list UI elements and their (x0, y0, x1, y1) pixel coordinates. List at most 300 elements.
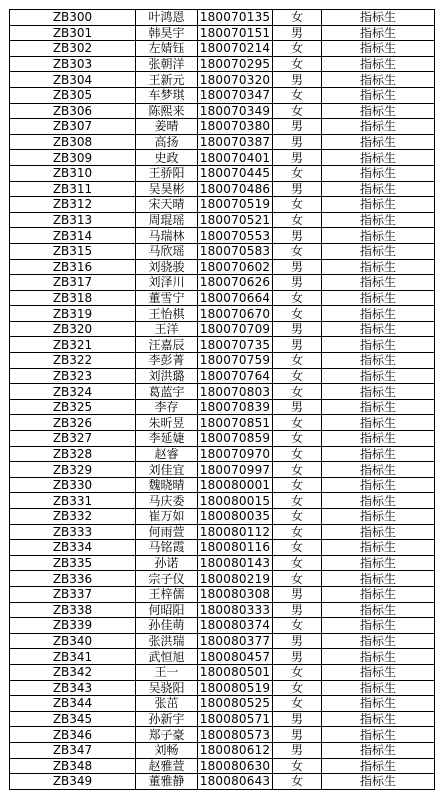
cell-name: 赵睿 (136, 446, 198, 462)
cell-name: 李彭菁 (136, 353, 198, 369)
table-row (10, 337, 435, 353)
cell-id: ZB313 (10, 212, 136, 228)
cell-id: ZB335 (10, 555, 136, 571)
cell-sex: 女 (273, 368, 322, 384)
cell-sex: 男 (273, 134, 322, 150)
cell-name: 王一 (136, 664, 198, 680)
cell-id: ZB349 (10, 774, 136, 790)
cell-number: 180080573 (198, 727, 273, 743)
cell-type: 指标生 (322, 25, 435, 41)
cell-number: 180080143 (198, 555, 273, 571)
cell-sex: 男 (273, 321, 322, 337)
cell-name: 马瑞林 (136, 228, 198, 244)
cell-name: 武恒旭 (136, 649, 198, 665)
table-row (10, 275, 435, 291)
table-row (10, 633, 435, 649)
cell-name: 刘骁骏 (136, 259, 198, 275)
cell-type: 指标生 (322, 399, 435, 415)
cell-type: 指标生 (322, 197, 435, 213)
cell-sex: 男 (273, 586, 322, 602)
cell-type: 指标生 (322, 680, 435, 696)
table-row (10, 165, 435, 181)
cell-name: 宗子仪 (136, 571, 198, 587)
cell-type: 指标生 (322, 477, 435, 493)
cell-id: ZB334 (10, 540, 136, 556)
table-row (10, 87, 435, 103)
cell-type: 指标生 (322, 165, 435, 181)
table-row (10, 555, 435, 571)
cell-type: 指标生 (322, 633, 435, 649)
cell-type: 指标生 (322, 41, 435, 57)
cell-sex: 女 (273, 680, 322, 696)
cell-type: 指标生 (322, 664, 435, 680)
cell-sex: 女 (273, 384, 322, 400)
cell-number: 180070859 (198, 431, 273, 447)
cell-id: ZB318 (10, 290, 136, 306)
cell-type: 指标生 (322, 181, 435, 197)
cell-id: ZB309 (10, 150, 136, 166)
cell-sex: 女 (273, 56, 322, 72)
cell-name: 吴骁阳 (136, 680, 198, 696)
cell-name: 何昭阳 (136, 602, 198, 618)
table-body (10, 10, 435, 790)
student-list-table (9, 9, 435, 790)
table-row (10, 134, 435, 150)
table-row (10, 462, 435, 478)
table-row (10, 524, 435, 540)
cell-id: ZB310 (10, 165, 136, 181)
cell-number: 180070664 (198, 290, 273, 306)
cell-name: 董雪宁 (136, 290, 198, 306)
cell-name: 汪嘉辰 (136, 337, 198, 353)
cell-number: 180080571 (198, 711, 273, 727)
cell-id: ZB311 (10, 181, 136, 197)
cell-id: ZB348 (10, 758, 136, 774)
cell-sex: 男 (273, 649, 322, 665)
cell-name: 郑子豪 (136, 727, 198, 743)
cell-type: 指标生 (322, 259, 435, 275)
cell-sex: 女 (273, 243, 322, 259)
cell-id: ZB320 (10, 321, 136, 337)
cell-number: 180080308 (198, 586, 273, 602)
cell-number: 180070626 (198, 275, 273, 291)
cell-name: 李延婕 (136, 431, 198, 447)
cell-type: 指标生 (322, 431, 435, 447)
table-row (10, 259, 435, 275)
cell-sex: 女 (273, 571, 322, 587)
table-row (10, 649, 435, 665)
table-row (10, 41, 435, 57)
cell-sex: 女 (273, 540, 322, 556)
cell-id: ZB319 (10, 306, 136, 322)
cell-type: 指标生 (322, 524, 435, 540)
cell-id: ZB305 (10, 87, 136, 103)
table-row (10, 399, 435, 415)
cell-type: 指标生 (322, 228, 435, 244)
cell-number: 180080457 (198, 649, 273, 665)
cell-name: 吴昊彬 (136, 181, 198, 197)
cell-name: 魏晓晴 (136, 477, 198, 493)
cell-number: 180070851 (198, 415, 273, 431)
cell-name: 王新元 (136, 72, 198, 88)
table-row (10, 711, 435, 727)
cell-name: 张洪瑞 (136, 633, 198, 649)
cell-type: 指标生 (322, 290, 435, 306)
cell-name: 董雅静 (136, 774, 198, 790)
cell-sex: 女 (273, 774, 322, 790)
cell-name: 王梓儒 (136, 586, 198, 602)
cell-type: 指标生 (322, 493, 435, 509)
cell-name: 孙诺 (136, 555, 198, 571)
cell-number: 180080377 (198, 633, 273, 649)
cell-number: 180080333 (198, 602, 273, 618)
cell-type: 指标生 (322, 415, 435, 431)
cell-sex: 女 (273, 212, 322, 228)
cell-name: 史政 (136, 150, 198, 166)
cell-id: ZB329 (10, 462, 136, 478)
cell-sex: 女 (273, 618, 322, 634)
cell-type: 指标生 (322, 727, 435, 743)
cell-id: ZB306 (10, 103, 136, 119)
cell-number: 180080035 (198, 509, 273, 525)
cell-sex: 女 (273, 462, 322, 478)
table-row (10, 586, 435, 602)
cell-sex: 男 (273, 602, 322, 618)
cell-number: 180080374 (198, 618, 273, 634)
cell-number: 180070764 (198, 368, 273, 384)
cell-number: 180080219 (198, 571, 273, 587)
table-row (10, 181, 435, 197)
cell-number: 180070135 (198, 10, 273, 26)
cell-sex: 女 (273, 555, 322, 571)
cell-sex: 女 (273, 477, 322, 493)
cell-number: 180070347 (198, 87, 273, 103)
cell-sex: 女 (273, 509, 322, 525)
cell-id: ZB328 (10, 446, 136, 462)
cell-sex: 男 (273, 337, 322, 353)
cell-name: 刘泽川 (136, 275, 198, 291)
table-row (10, 680, 435, 696)
cell-number: 180080116 (198, 540, 273, 556)
cell-type: 指标生 (322, 119, 435, 135)
table-row (10, 618, 435, 634)
cell-id: ZB316 (10, 259, 136, 275)
cell-id: ZB321 (10, 337, 136, 353)
cell-type: 指标生 (322, 711, 435, 727)
cell-id: ZB330 (10, 477, 136, 493)
cell-id: ZB333 (10, 524, 136, 540)
cell-number: 180080519 (198, 680, 273, 696)
table-row (10, 384, 435, 400)
cell-sex: 女 (273, 10, 322, 26)
cell-id: ZB337 (10, 586, 136, 602)
cell-id: ZB345 (10, 711, 136, 727)
cell-type: 指标生 (322, 275, 435, 291)
cell-number: 180080525 (198, 696, 273, 712)
table-row (10, 25, 435, 41)
cell-id: ZB343 (10, 680, 136, 696)
table-row (10, 540, 435, 556)
cell-sex: 男 (273, 633, 322, 649)
cell-sex: 女 (273, 353, 322, 369)
cell-id: ZB341 (10, 649, 136, 665)
cell-type: 指标生 (322, 353, 435, 369)
cell-sex: 女 (273, 290, 322, 306)
cell-id: ZB300 (10, 10, 136, 26)
cell-id: ZB342 (10, 664, 136, 680)
cell-type: 指标生 (322, 586, 435, 602)
cell-name: 马铭霞 (136, 540, 198, 556)
cell-type: 指标生 (322, 758, 435, 774)
cell-sex: 男 (273, 119, 322, 135)
cell-sex: 男 (273, 25, 322, 41)
cell-id: ZB340 (10, 633, 136, 649)
cell-sex: 男 (273, 228, 322, 244)
cell-name: 王洋 (136, 321, 198, 337)
cell-name: 马欣瑶 (136, 243, 198, 259)
cell-sex: 女 (273, 664, 322, 680)
cell-type: 指标生 (322, 337, 435, 353)
cell-name: 葛蓝宇 (136, 384, 198, 400)
cell-type: 指标生 (322, 103, 435, 119)
cell-number: 180070553 (198, 228, 273, 244)
cell-number: 180070759 (198, 353, 273, 369)
cell-type: 指标生 (322, 306, 435, 322)
cell-sex: 女 (273, 758, 322, 774)
cell-name: 刘洪璐 (136, 368, 198, 384)
cell-id: ZB315 (10, 243, 136, 259)
cell-sex: 女 (273, 306, 322, 322)
cell-sex: 女 (273, 103, 322, 119)
cell-number: 180070997 (198, 462, 273, 478)
cell-sex: 女 (273, 41, 322, 57)
cell-number: 180080612 (198, 742, 273, 758)
cell-name: 崔万如 (136, 509, 198, 525)
cell-type: 指标生 (322, 446, 435, 462)
cell-type: 指标生 (322, 602, 435, 618)
cell-id: ZB347 (10, 742, 136, 758)
cell-type: 指标生 (322, 87, 435, 103)
table-row (10, 774, 435, 790)
table-row (10, 493, 435, 509)
table-row (10, 415, 435, 431)
cell-type: 指标生 (322, 384, 435, 400)
cell-number: 180070295 (198, 56, 273, 72)
cell-id: ZB327 (10, 431, 136, 447)
cell-sex: 男 (273, 259, 322, 275)
cell-name: 周琨瑶 (136, 212, 198, 228)
cell-name: 孙佳萌 (136, 618, 198, 634)
cell-id: ZB312 (10, 197, 136, 213)
cell-id: ZB308 (10, 134, 136, 150)
cell-name: 王骄阳 (136, 165, 198, 181)
cell-number: 180080501 (198, 664, 273, 680)
table-row (10, 446, 435, 462)
cell-type: 指标生 (322, 212, 435, 228)
table-row (10, 664, 435, 680)
cell-type: 指标生 (322, 243, 435, 259)
cell-name: 刘佳宜 (136, 462, 198, 478)
cell-number: 180080015 (198, 493, 273, 509)
cell-sex: 女 (273, 197, 322, 213)
table-row (10, 742, 435, 758)
cell-number: 180080112 (198, 524, 273, 540)
cell-number: 180070320 (198, 72, 273, 88)
table-row (10, 150, 435, 166)
cell-id: ZB307 (10, 119, 136, 135)
table-row (10, 368, 435, 384)
cell-sex: 女 (273, 415, 322, 431)
cell-sex: 男 (273, 711, 322, 727)
cell-type: 指标生 (322, 649, 435, 665)
cell-type: 指标生 (322, 742, 435, 758)
cell-number: 180070839 (198, 399, 273, 415)
cell-id: ZB317 (10, 275, 136, 291)
cell-name: 赵雅萱 (136, 758, 198, 774)
cell-sex: 男 (273, 150, 322, 166)
table-row (10, 72, 435, 88)
cell-id: ZB322 (10, 353, 136, 369)
cell-id: ZB304 (10, 72, 136, 88)
cell-name: 张茁 (136, 696, 198, 712)
table-row (10, 197, 435, 213)
cell-number: 180070445 (198, 165, 273, 181)
cell-name: 陈熙来 (136, 103, 198, 119)
cell-sex: 男 (273, 742, 322, 758)
cell-type: 指标生 (322, 368, 435, 384)
cell-number: 180070380 (198, 119, 273, 135)
cell-id: ZB324 (10, 384, 136, 400)
cell-sex: 女 (273, 446, 322, 462)
cell-sex: 女 (273, 87, 322, 103)
cell-id: ZB323 (10, 368, 136, 384)
cell-number: 180070970 (198, 446, 273, 462)
cell-sex: 男 (273, 727, 322, 743)
cell-sex: 女 (273, 165, 322, 181)
cell-id: ZB346 (10, 727, 136, 743)
table-row (10, 758, 435, 774)
cell-type: 指标生 (322, 72, 435, 88)
cell-number: 180080630 (198, 758, 273, 774)
table-row (10, 353, 435, 369)
cell-number: 180080643 (198, 774, 273, 790)
cell-number: 180070735 (198, 337, 273, 353)
cell-id: ZB303 (10, 56, 136, 72)
table-row (10, 477, 435, 493)
cell-sex: 男 (273, 275, 322, 291)
cell-number: 180070602 (198, 259, 273, 275)
cell-sex: 女 (273, 524, 322, 540)
cell-name: 叶鸿恩 (136, 10, 198, 26)
cell-number: 180070486 (198, 181, 273, 197)
cell-name: 王怡棋 (136, 306, 198, 322)
cell-type: 指标生 (322, 134, 435, 150)
cell-number: 180070151 (198, 25, 273, 41)
cell-name: 李存 (136, 399, 198, 415)
cell-name: 刘畅 (136, 742, 198, 758)
cell-type: 指标生 (322, 540, 435, 556)
cell-name: 朱昕昱 (136, 415, 198, 431)
cell-number: 180070803 (198, 384, 273, 400)
table-row (10, 321, 435, 337)
cell-sex: 女 (273, 493, 322, 509)
cell-name: 韩昊宇 (136, 25, 198, 41)
cell-id: ZB301 (10, 25, 136, 41)
cell-type: 指标生 (322, 696, 435, 712)
table-row (10, 212, 435, 228)
cell-id: ZB326 (10, 415, 136, 431)
cell-name: 姜晴 (136, 119, 198, 135)
cell-number: 180070519 (198, 197, 273, 213)
table-row (10, 103, 435, 119)
cell-sex: 男 (273, 181, 322, 197)
cell-name: 左婧钰 (136, 41, 198, 57)
table-row (10, 509, 435, 525)
table-row (10, 431, 435, 447)
cell-id: ZB325 (10, 399, 136, 415)
cell-number: 180070521 (198, 212, 273, 228)
cell-type: 指标生 (322, 56, 435, 72)
table-row (10, 696, 435, 712)
cell-type: 指标生 (322, 571, 435, 587)
cell-name: 宋天晴 (136, 197, 198, 213)
cell-type: 指标生 (322, 150, 435, 166)
cell-name: 何雨萱 (136, 524, 198, 540)
cell-type: 指标生 (322, 10, 435, 26)
cell-number: 180070670 (198, 306, 273, 322)
cell-sex: 男 (273, 72, 322, 88)
table-row (10, 228, 435, 244)
cell-sex: 女 (273, 431, 322, 447)
cell-number: 180070709 (198, 321, 273, 337)
cell-id: ZB339 (10, 618, 136, 634)
cell-id: ZB344 (10, 696, 136, 712)
cell-id: ZB302 (10, 41, 136, 57)
cell-number: 180070387 (198, 134, 273, 150)
cell-name: 高扬 (136, 134, 198, 150)
cell-type: 指标生 (322, 555, 435, 571)
cell-number: 180080001 (198, 477, 273, 493)
cell-type: 指标生 (322, 321, 435, 337)
cell-type: 指标生 (322, 509, 435, 525)
table-row (10, 119, 435, 135)
table-row (10, 10, 435, 26)
cell-name: 张朝洋 (136, 56, 198, 72)
cell-name: 车梦琪 (136, 87, 198, 103)
table-row (10, 56, 435, 72)
cell-id: ZB332 (10, 509, 136, 525)
cell-number: 180070583 (198, 243, 273, 259)
cell-number: 180070349 (198, 103, 273, 119)
cell-id: ZB336 (10, 571, 136, 587)
cell-number: 180070214 (198, 41, 273, 57)
cell-sex: 男 (273, 399, 322, 415)
table-row (10, 243, 435, 259)
cell-name: 马庆委 (136, 493, 198, 509)
cell-type: 指标生 (322, 618, 435, 634)
cell-id: ZB338 (10, 602, 136, 618)
cell-type: 指标生 (322, 462, 435, 478)
table-row (10, 306, 435, 322)
cell-type: 指标生 (322, 774, 435, 790)
table-row (10, 290, 435, 306)
table-row (10, 727, 435, 743)
cell-sex: 女 (273, 696, 322, 712)
table-row (10, 602, 435, 618)
cell-id: ZB314 (10, 228, 136, 244)
table-row (10, 571, 435, 587)
cell-number: 180070401 (198, 150, 273, 166)
